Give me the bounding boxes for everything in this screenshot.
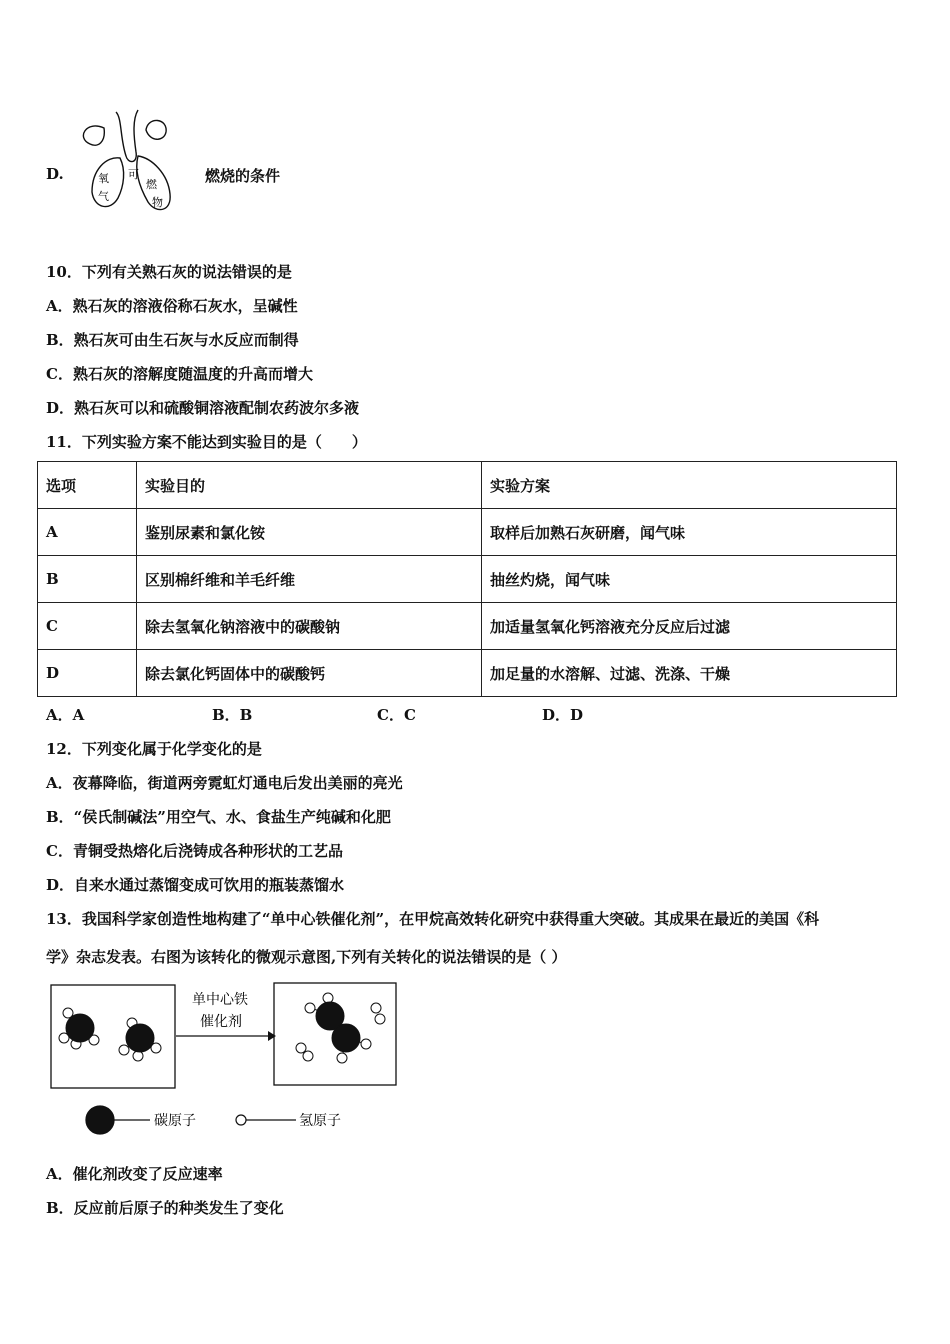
table-cell: B — [38, 556, 137, 603]
combustion-conditions-diagram — [76, 108, 180, 220]
table-row — [38, 509, 897, 556]
q10-stem: 10．下列有关熟石灰的说法错误的是 — [46, 263, 292, 281]
q11-choice-c: C．C — [377, 706, 416, 724]
diagram-word-burn-2: 物 — [152, 196, 163, 209]
table-row — [38, 556, 897, 603]
q12-option-c: C．青铜受热熔化后浇铸成各种形状的工艺品 — [46, 842, 343, 860]
q13-option-a: A．催化剂改变了反应速率 — [46, 1165, 223, 1183]
table-cell: 区别棉纤维和羊毛纤维 — [137, 556, 482, 603]
table-cell: 取样后加熟石灰研磨，闻气味 — [482, 509, 897, 556]
table-cell: A — [38, 509, 137, 556]
arrow-head-icon — [268, 1031, 276, 1041]
q12-option-d: D．自来水通过蒸馏变成可饮用的瓶装蒸馏水 — [46, 876, 345, 894]
catalyst-label-line1: 单中心铁 — [192, 992, 248, 1008]
table-cell: D — [38, 650, 137, 697]
table-cell: 除去氢氧化钠溶液中的碳酸钠 — [137, 603, 482, 650]
legend-hydrogen — [236, 1115, 296, 1125]
q10-option-a: A．熟石灰的溶液俗称石灰水，呈碱性 — [46, 297, 298, 315]
table-header-cell: 实验目的 — [137, 462, 482, 509]
q13-stem-line1: 13．我国科学家创造性地构建了“单中心铁催化剂”，在甲烷高效转化研究中获得重大突破。其成果在最近的美国《科 — [46, 910, 820, 928]
catalyst-label-line2: 催化剂 — [200, 1014, 242, 1030]
diagram-word-oxygen-2: 气 — [98, 190, 109, 203]
diagram-word-oxygen-1: 氧 — [98, 172, 109, 185]
diagram-word-ke: 可 — [128, 168, 139, 181]
q10-option-d: D．熟石灰可以和硫酸铜溶液配制农药波尔多液 — [46, 399, 360, 417]
center-stem — [116, 110, 138, 162]
hydrogen-molecule-2 — [296, 1043, 313, 1061]
methane-conversion-diagram — [46, 980, 406, 1140]
legend-hydrogen-label: 氢原子 — [299, 1113, 341, 1129]
q9-option-label: D. — [46, 165, 64, 183]
table-row — [38, 650, 897, 697]
table-header-cell: 选项 — [38, 462, 137, 509]
table-cell: 加足量的水溶解、过滤、洗涤、干燥 — [482, 650, 897, 697]
top-right-loop — [146, 120, 166, 139]
table-cell: C — [38, 603, 137, 650]
methane-molecule-1 — [59, 1008, 99, 1049]
ethylene-molecule — [305, 993, 371, 1063]
q9-option-text: 燃烧的条件 — [205, 167, 281, 185]
table-cell: 抽丝灼烧，闻气味 — [482, 556, 897, 603]
top-left-loop — [83, 126, 104, 145]
table-cell: 加适量氢氧化钙溶液充分反应后过滤 — [482, 603, 897, 650]
hydrogen-molecule-1 — [371, 1003, 385, 1024]
legend-carbon-label: 碳原子 — [154, 1113, 196, 1129]
q13-stem-line2: 学》杂志发表。右图为该转化的微观示意图,下列有关转化的说法错误的是（ ） — [46, 948, 567, 966]
q11-choice-b: B．B — [212, 706, 253, 724]
q11-choice-d: D．D — [542, 706, 584, 724]
table-cell: 除去氯化钙固体中的碳酸钙 — [137, 650, 482, 697]
q11-choice-a: A．A — [46, 706, 85, 724]
table-cell: 鉴别尿素和氯化铵 — [137, 509, 482, 556]
legend-carbon — [86, 1106, 150, 1134]
table-header-row — [38, 462, 897, 509]
q11-stem: 11．下列实验方案不能达到实验目的是（ ） — [46, 433, 367, 451]
experiment-table — [37, 461, 897, 697]
diagram-word-burn-1: 燃 — [146, 178, 157, 191]
q10-option-b: B．熟石灰可由生石灰与水反应而制得 — [46, 331, 299, 349]
methane-molecule-2 — [119, 1018, 161, 1061]
table-row — [38, 603, 897, 650]
q10-option-c: C．熟石灰的溶解度随温度的升高而增大 — [46, 365, 313, 383]
table-header-cell: 实验方案 — [482, 462, 897, 509]
q12-option-a: A．夜幕降临，街道两旁霓虹灯通电后发出美丽的亮光 — [46, 774, 403, 792]
q12-option-b: B．“侯氏制碱法”用空气、水、食盐生产纯碱和化肥 — [46, 808, 391, 826]
q12-stem: 12．下列变化属于化学变化的是 — [46, 740, 262, 758]
q13-option-b: B．反应前后原子的种类发生了变化 — [46, 1199, 284, 1217]
